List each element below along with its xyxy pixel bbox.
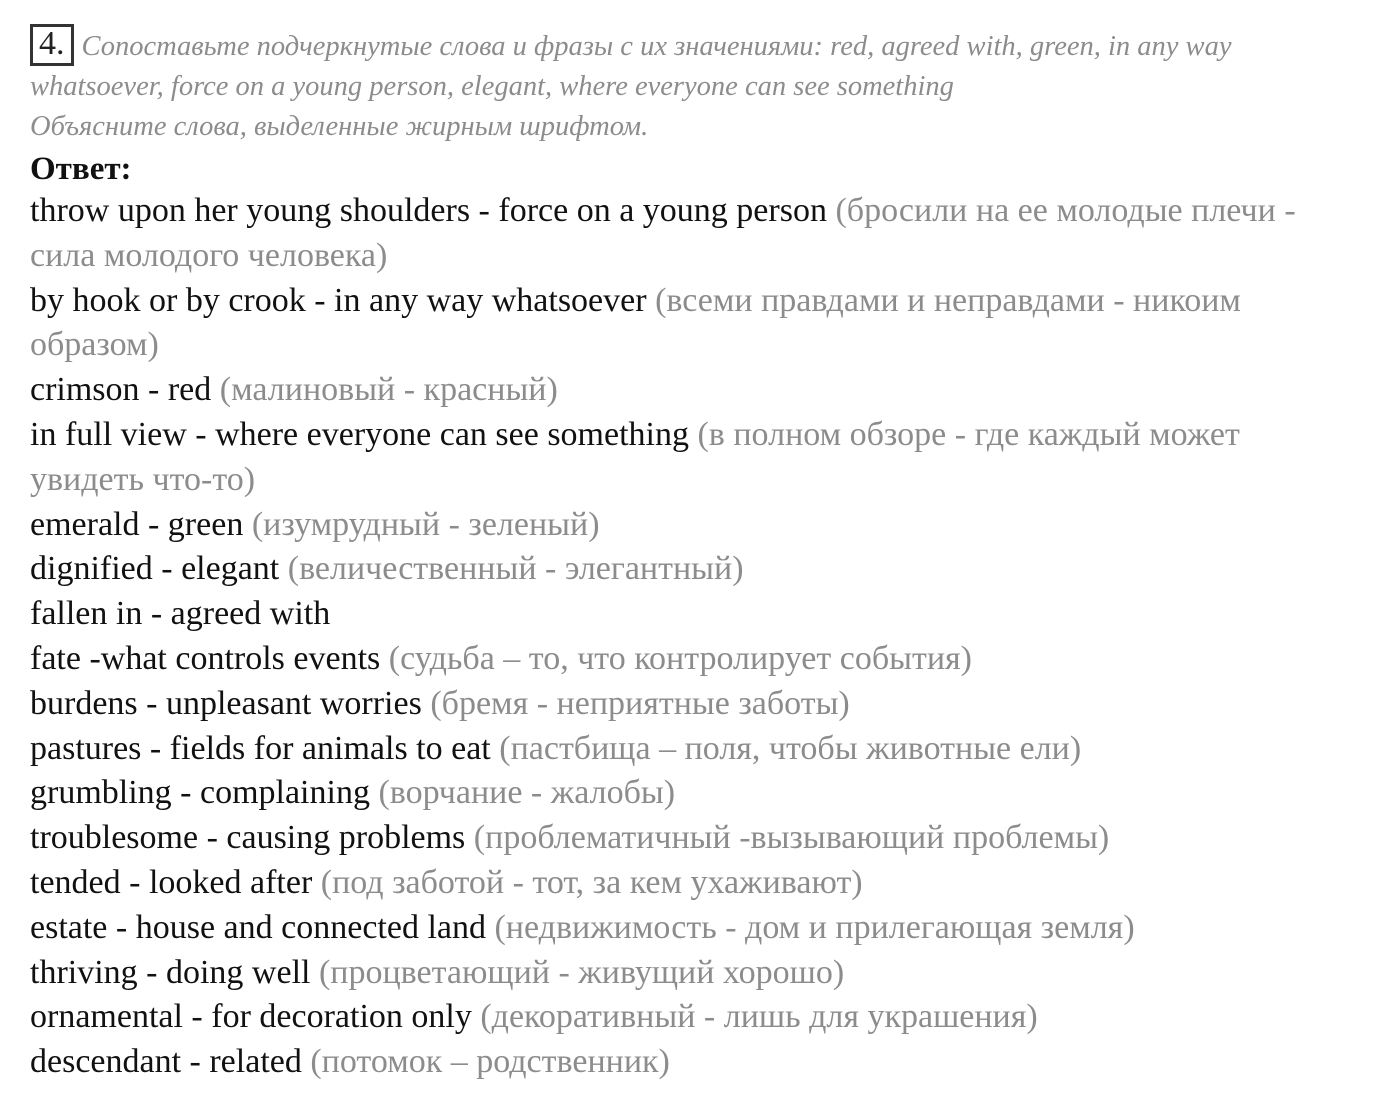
entry-term: descendant - related [30, 1043, 302, 1081]
entry-translation: (всеми правдами и неправдами - никоим образом) [30, 281, 1241, 364]
answer-entry [30, 861, 1360, 906]
answer-entry [30, 592, 1360, 637]
entry-term: pastures - fields for animals to eat [30, 729, 491, 767]
answer-entry [30, 816, 1360, 861]
entry-translation: (малиновый - красный) [219, 371, 558, 409]
entry-term: in full view - where everyone can see something [30, 415, 689, 453]
entry-term: throw upon her young shoulders - force on a young person [30, 192, 827, 229]
entry-translation: (в полном обзоре - где каждый может увидеть что-то) [30, 415, 1240, 498]
entry-term: fallen in - agreed with [30, 595, 331, 633]
entry-term: tended - looked after [30, 863, 313, 901]
entry-translation: (декоративный - лишь для украшения) [480, 998, 1038, 1036]
entry-translation: (ворчание - жалобы) [378, 774, 676, 812]
task-instruction [30, 24, 1360, 147]
answer-entry [30, 951, 1360, 996]
entry-translation: (проблематичный -вызывающий проблемы) [473, 819, 1110, 857]
entry-translation: (потомок – родственник) [310, 1043, 670, 1081]
entry-term: thriving - doing well [30, 953, 311, 991]
answer-entry [30, 771, 1360, 816]
task-instruction-text-2: Объясните слова, выделенные жирным шрифтом. [30, 111, 649, 142]
entry-term: troublesome - causing problems [30, 819, 466, 857]
answer-entry [30, 279, 1360, 369]
entry-translation: (недвижимость - дом и прилегающая земля) [494, 908, 1135, 946]
entry-term: by hook or by crook - in any way whatsoever [30, 281, 647, 319]
entry-term: crimson - red [30, 371, 212, 409]
answer-entry [30, 413, 1360, 503]
answer-entry [30, 368, 1360, 413]
entry-term: estate - house and connected land [30, 908, 486, 946]
entry-term: fate -what controls events [30, 639, 381, 677]
entry-term: dignified - elegant [30, 550, 280, 588]
task-instruction-text: Сопоставьте подчеркнутые слова и фразы с их значениями: red, agreed with, green, in any way whatsoever, force on a young person, elegant, where everyone can see something [30, 31, 1232, 102]
entry-term: grumbling - complaining [30, 774, 370, 812]
answer-entry [30, 906, 1360, 951]
entry-translation: (под заботой - тот, за кем ухаживают) [320, 863, 863, 901]
entry-translation: (судьба – то, что контролирует события) [388, 639, 972, 677]
answer-entry [30, 1040, 1360, 1085]
answer-entry [30, 682, 1360, 727]
exercise-page [30, 24, 1360, 1085]
answer-entry [30, 995, 1360, 1040]
entry-translation: (пастбища – поля, чтобы животные ели) [499, 729, 1082, 767]
entry-term: ornamental - for decoration only [30, 998, 472, 1036]
task-number: 4. [30, 24, 74, 66]
answer-list [30, 189, 1360, 1085]
answer-entry [30, 727, 1360, 772]
entry-translation: (бросили на ее молодые плечи - сила молодого человека) [30, 192, 1296, 274]
entry-translation: (бремя - неприятные заботы) [430, 684, 850, 722]
entry-term: burdens - unpleasant worries [30, 684, 422, 722]
entry-term: emerald - green [30, 505, 244, 543]
entry-translation: (величественный - элегантный) [287, 550, 744, 588]
answer-entry [30, 637, 1360, 682]
entry-translation: (процветающий - живущий хорошо) [318, 953, 845, 991]
answer-entry [30, 503, 1360, 548]
answer-entry [30, 547, 1360, 592]
entry-translation: (изумрудный - зеленый) [251, 505, 600, 543]
answer-entry [30, 189, 1360, 279]
answer-label: Ответ: [30, 151, 132, 187]
